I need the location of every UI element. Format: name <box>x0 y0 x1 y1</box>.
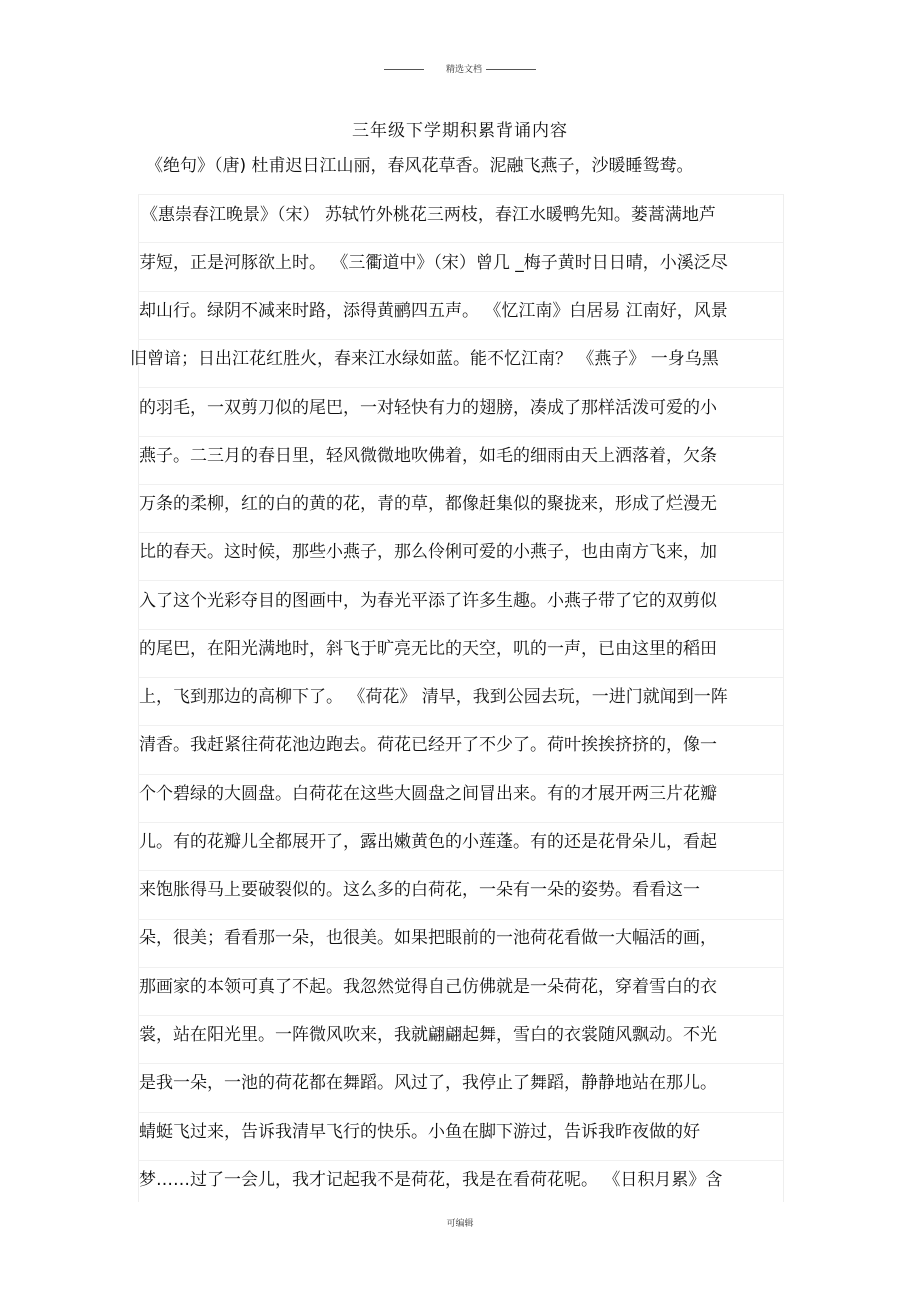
header-rule-left <box>384 69 424 70</box>
row-separator <box>138 919 783 920</box>
text-line: 儿。有的花瓣儿全都展开了，露出嫩黄色的小莲蓬。有的还是花骨朵儿，看起 <box>139 832 717 852</box>
row-separator <box>138 242 783 243</box>
text-line: 清香。我赶紧往荷花池边跑去。荷花已经开了不少了。荷叶挨挨挤挤的，像一 <box>139 735 717 755</box>
text-line: 来饱胀得马上要破裂似的。这么多的白荷花，一朵有一朵的姿势。看看这一 <box>139 880 700 900</box>
text-line: 裳，站在阳光里。一阵微风吹来，我就翩翩起舞，雪白的衣裳随风飘动。不光 <box>139 1025 717 1045</box>
text-line: 蜻蜓飞过来，告诉我清早飞行的快乐。小鱼在脚下游过，告诉我昨夜做的好 <box>139 1122 700 1142</box>
text-line: 上，飞到那边的高柳下了。 《荷花》 清早，我到公园去玩，一进门就闻到一阵 <box>139 687 728 707</box>
text-line: 燕子。二三月的春日里，轻风微微地吹佛着，如毛的细雨由天上洒落着，欠条 <box>139 446 717 466</box>
row-separator <box>138 774 783 775</box>
row-separator <box>138 1015 783 1016</box>
text-line: 的尾巴，在阳光满地时，斜飞于旷亮无比的天空，叽的一声，已由这里的稻田 <box>139 639 717 659</box>
row-separator <box>138 1160 783 1161</box>
text-line: 个个碧绿的大圆盘。白荷花在这些大圆盘之间冒出来。有的才展开两三片花瓣 <box>139 784 717 804</box>
row-separator <box>138 436 783 437</box>
text-line: 万条的柔柳，红的白的黄的花，青的草，都像赶集似的聚拢来，形成了烂漫无 <box>139 494 717 514</box>
text-line: 芽短，正是河豚欲上时。 《三衢道中》（宋）曾几 _梅子黄时日日晴，小溪泛尽 <box>139 253 728 273</box>
row-separator <box>138 532 783 533</box>
header-label: 精选文档 <box>445 65 482 75</box>
row-separator <box>138 484 783 485</box>
row-separator <box>138 291 783 292</box>
text-line: 的羽毛，一双剪刀似的尾巴，一对轻快有力的翅膀，凑成了那样活泼可爱的小 <box>139 398 717 418</box>
text-line: 旧曾谙；日出江花红胜火，春来江水绿如蓝。能不忆江南？ 《燕子》 一身乌黑 <box>130 349 719 369</box>
row-separator <box>138 629 783 630</box>
row-separator <box>138 339 783 340</box>
text-line: 《惠崇春江晚景》（宋） 苏轼竹外桃花三两枝，春江水暖鸭先知。蒌蒿满地芦 <box>141 205 716 225</box>
header-rule-right <box>486 69 536 70</box>
row-separator <box>138 725 783 726</box>
text-line: 却山行。绿阴不减来时路，添得黄鹂四五声。 《忆江南》白居易 江南好，风景 <box>139 301 728 321</box>
row-separator <box>138 1112 783 1113</box>
text-line: 朵，很美；看看那一朵，也很美。如果把眼前的一池荷花看做一大幅活的画， <box>139 928 717 948</box>
row-separator <box>138 967 783 968</box>
row-separator <box>138 1063 783 1064</box>
text-line: 是我一朵，一池的荷花都在舞蹈。风过了，我停止了舞蹈，静静地站在那儿。 <box>139 1073 717 1093</box>
text-line: 《绝句》（唐) 杜甫迟日江山丽，春风花草香。泥融飞燕子，沙暖睡鸳鸯。 <box>146 156 694 176</box>
text-line: 那画家的本领可真了不起。我忽然觉得自己仿佛就是一朵荷花，穿着雪白的衣 <box>139 977 717 997</box>
row-separator <box>138 677 783 678</box>
row-separator <box>138 870 783 871</box>
text-line: 梦……过了一会儿，我才记起我不是荷花，我是在看荷花呢。 《日积月累》含 <box>139 1170 723 1190</box>
page-footer: 可编辑 <box>446 1219 474 1229</box>
document-title: 三年级下学期积累背诵内容 <box>352 121 568 141</box>
row-separator <box>138 822 783 823</box>
row-separator <box>138 387 783 388</box>
row-separator <box>138 580 783 581</box>
page-header <box>0 62 920 75</box>
text-line: 比的春天。这时候，那些小燕子，那么伶俐可爱的小燕子，也由南方飞来，加 <box>139 542 717 562</box>
row-separator <box>138 194 783 195</box>
text-line: 入了这个光彩夺目的图画中，为春光平添了许多生趣。小燕子带了它的双剪似 <box>139 591 717 611</box>
